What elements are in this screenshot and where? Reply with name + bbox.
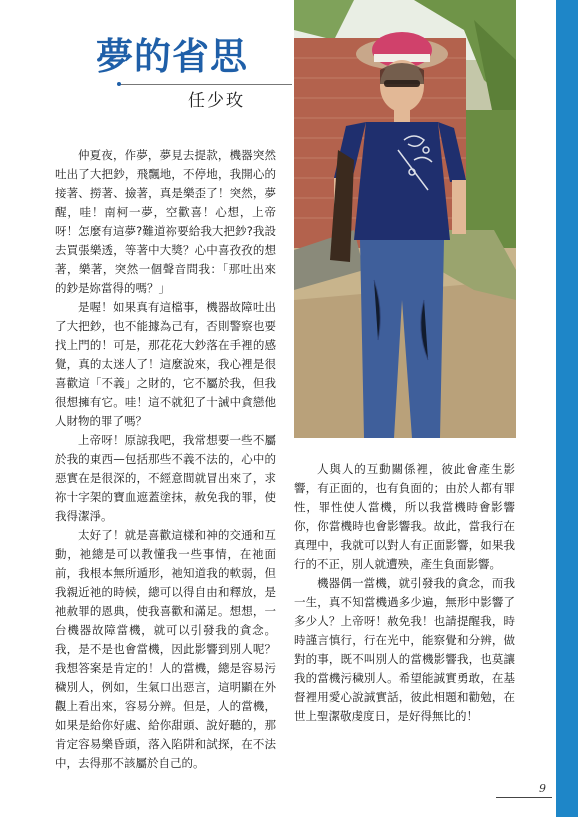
body-paragraph: 機器偶一當機，就引發我的貪念，而我一生，真不知當機過多少遍，無形中影響了多少人？上帝呀！赦免我！也請提醒我，時時謹言慎行，行在光中，能察覺和分辨，做對的事，既不叫別人的當機影響我，也莫讓我的當機污穢別人。希望能誠實勇敢，在基督裡用愛心說誠實話，彼此相題和勸勉，在世上聖潔敬虔度日，是好得無比的！ xyxy=(294,576,515,723)
article-photo xyxy=(294,0,516,438)
article-author: 任少玫 xyxy=(188,91,245,111)
body-paragraph: 仲夏夜，作夢，夢見去提款，機器突然吐出了大把鈔，飛飄地，不停地，我開心的接著、撈著、撿著，真是樂歪了！突然，夢醒，哇！南柯一夢，空歡喜！心想，上帝呀！怎麼有這夢?難道祢要給我大把鈔?我設去買張樂透，等著中大獎？心中喜孜孜的想著，樂著，突然一個聲音問我：「那吐出來的鈔是妳當得的嗎？」 xyxy=(55,148,276,295)
body-paragraph: 上帝呀！原諒我吧，我常想要一些不屬於我的東西—包括那些不義不法的，心中的惡實在是很深的，不經意間就冒出來了，求祢十字架的寶血遮蓋塗抹，赦免我的罪，使我得潔淨。 xyxy=(55,433,276,523)
body-paragraph: 人與人的互動關係裡，彼此會產生影響，有正面的，也有負面的；由於人都有罪性，罪性使人當機，所以我當機時會影響你，你當機時也會影響我。故此，當我行在真理中，我就可以對人有正面影響，如果我行的不正，別人就遭殃，產生負面影響。 xyxy=(294,462,515,571)
footer-rule xyxy=(496,797,552,798)
page-edge-strip xyxy=(556,0,578,817)
article-title: 夢的省思 xyxy=(96,34,248,78)
right-column xyxy=(294,460,515,726)
photo-of-woman-in-garden-icon xyxy=(294,0,516,438)
body-paragraph: 太好了！就是喜歡這樣和神的交通和互動，祂總是可以教懂我一些事情，在祂面前，我根本無所遁形，祂知道我的軟弱，但我親近祂的時候，總可以得自由和釋放，是祂赦罪的恩典，使我喜歡和滿足。想想，一台機器故障當機，就可以引發我的貪念。我，是不是也會當機，因此影響到別人呢？我想答案是肯定的！人的當機，總是容易污穢別人，例如，生氣口出惡言，這明顯在外觀上看出來，容易分辨。但是，人的當機，如果是給你好處、給你甜頭、說好聽的，那肯定容易樂昏頭，落入陷阱和試探，在不法中，去得那不該屬於自己的。 xyxy=(55,528,276,770)
body-paragraph: 是喔！如果真有這檔事，機器故障吐出了大把鈔，也不能據為己有，否則警察也要找上門的！可是，那花花大鈔落在手裡的感覺，真的太迷人了！這麼說來，我心裡是很喜歡這「不義」之財的，它不屬於我，但我很想擁有它。哇！這不就犯了十誡中貪戀他人財物的罪了嗎？ xyxy=(55,300,276,428)
page-number: 9 xyxy=(539,782,546,795)
left-column xyxy=(55,146,276,773)
title-underline-dot xyxy=(117,82,121,86)
title-underline xyxy=(118,84,292,85)
